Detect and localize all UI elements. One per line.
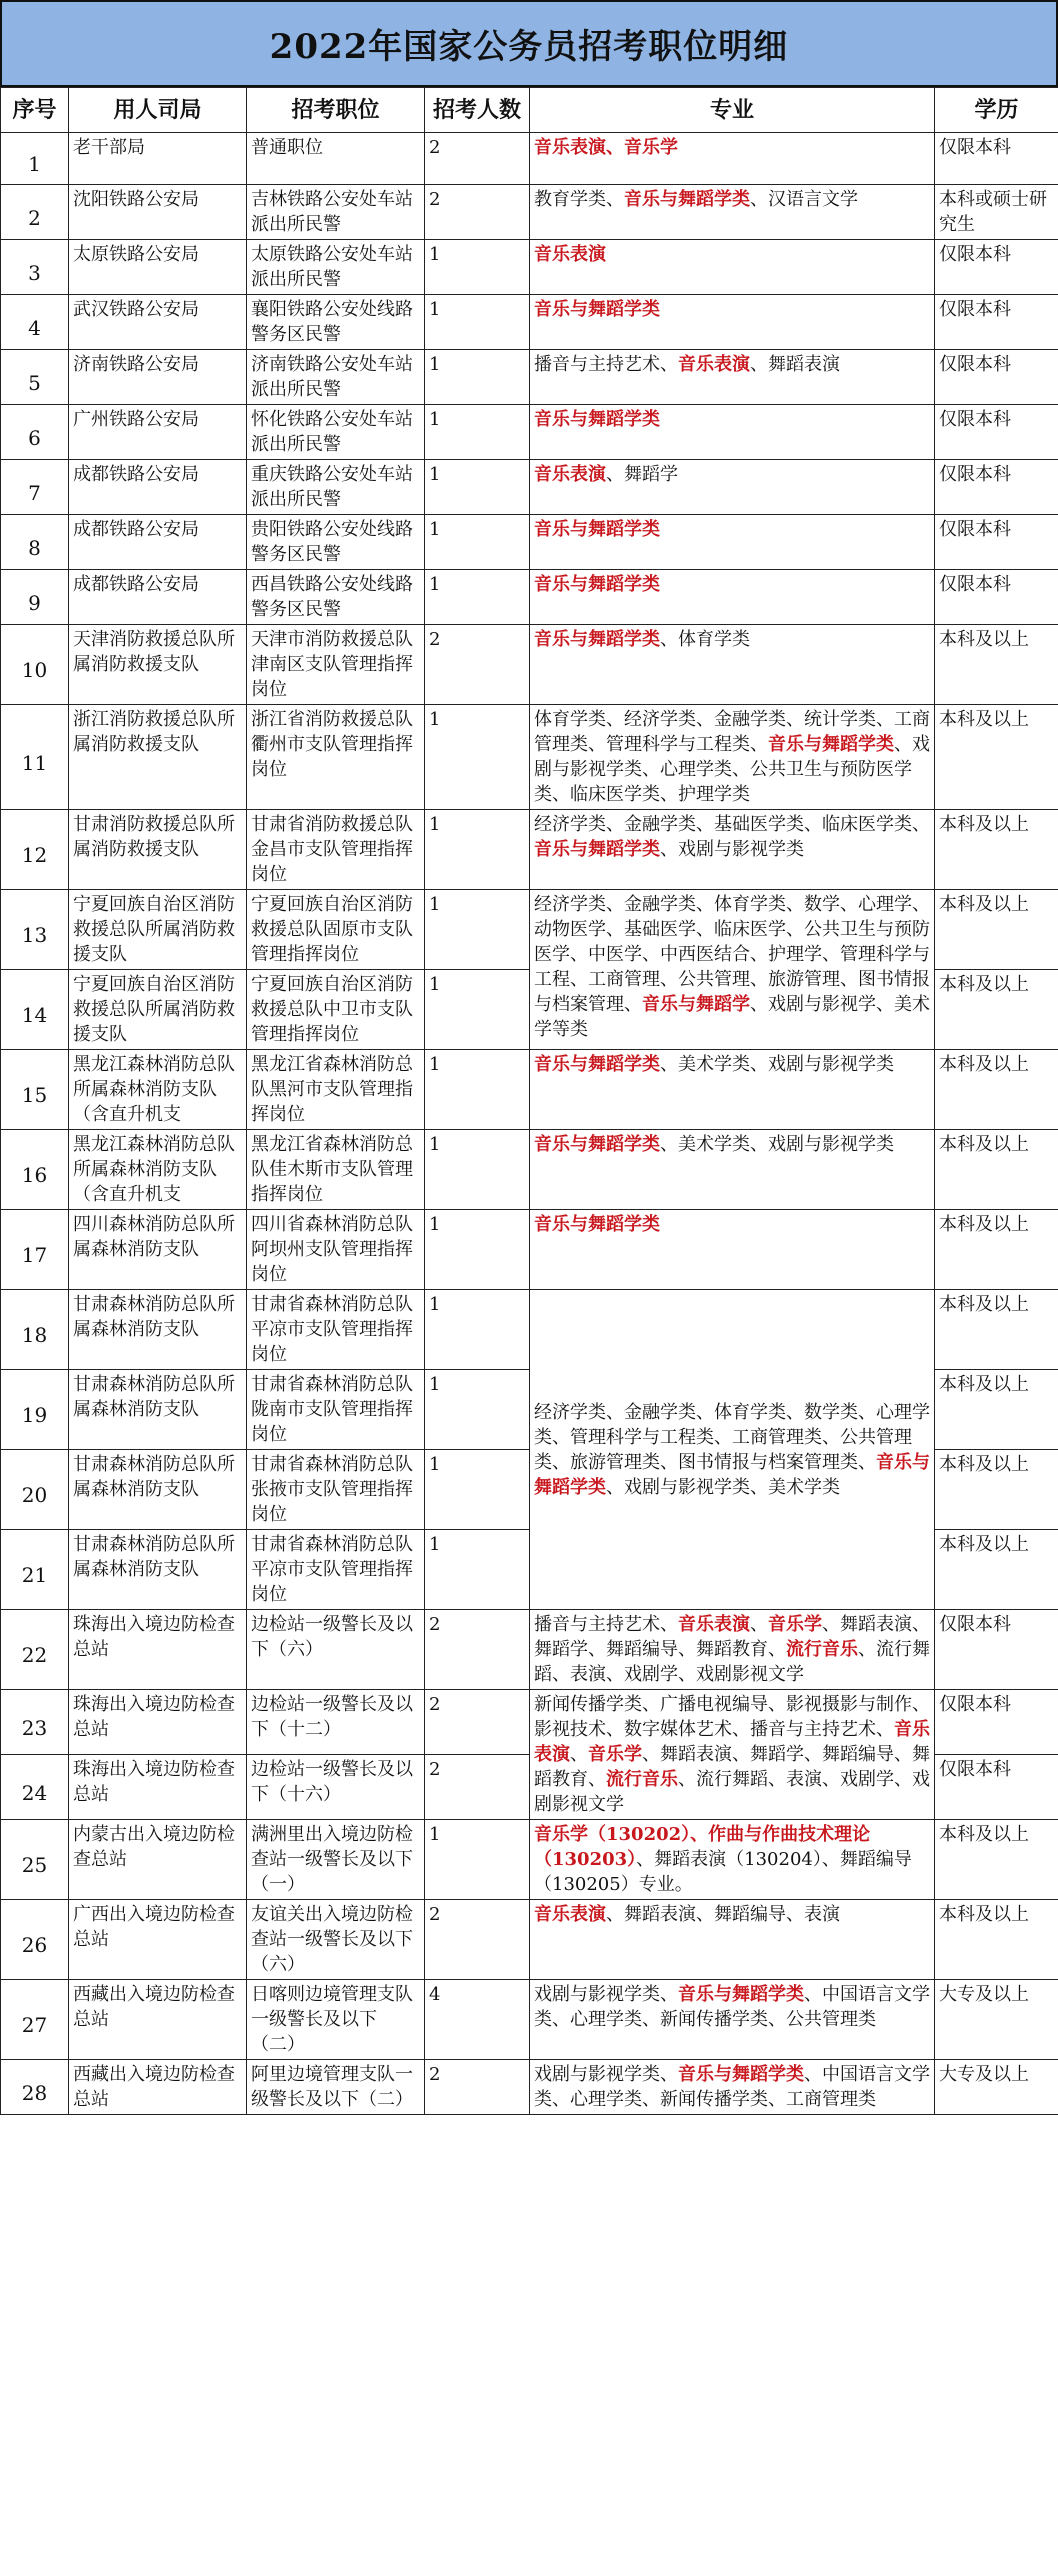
position-cell: 边检站一级警长及以下（十六）	[247, 1755, 425, 1820]
row-number: 4	[1, 295, 69, 350]
edu-cell: 大专及以上	[935, 1980, 1058, 2060]
major-segment: 经济学类、金融学类、基础医学类、临床医学类、	[534, 814, 930, 835]
position-cell: 满洲里出入境边防检查站一级警长及以下（一）	[247, 1820, 425, 1900]
major-segment: 、流行舞蹈、表演、戏剧学、戏剧影视文学	[534, 1769, 930, 1815]
row-number: 6	[1, 405, 69, 460]
count-cell: 1	[425, 1820, 530, 1900]
major-cell	[530, 1130, 935, 1210]
edu-cell: 仅限本科	[935, 240, 1058, 295]
row-number: 25	[1, 1820, 69, 1900]
table-row	[1, 405, 1058, 460]
bureau-cell: 甘肃森林消防总队所属森林消防支队	[69, 1290, 247, 1370]
header-position: 招考职位	[247, 88, 425, 133]
bureau-cell: 西藏出入境边防检查总站	[69, 1980, 247, 2060]
table-row	[1, 1690, 1058, 1755]
position-cell: 襄阳铁路公安处线路警务区民警	[247, 295, 425, 350]
count-cell: 1	[425, 460, 530, 515]
major-cell	[530, 1820, 935, 1900]
header-major: 专业	[530, 88, 935, 133]
row-number: 2	[1, 185, 69, 240]
position-cell: 宁夏回族自治区消防救援总队中卫市支队管理指挥岗位	[247, 970, 425, 1050]
major-cell	[530, 1690, 935, 1820]
row-number: 19	[1, 1370, 69, 1450]
major-segment: 、戏剧与影视学类、美术学类	[606, 1476, 840, 1498]
edu-cell: 仅限本科	[935, 1610, 1058, 1690]
row-number: 26	[1, 1900, 69, 1980]
major-segment: 、	[750, 1614, 768, 1635]
edu-cell: 仅限本科	[935, 1755, 1058, 1820]
count-cell: 2	[425, 625, 530, 705]
edu-cell: 本科及以上	[935, 1530, 1058, 1610]
count-cell: 1	[425, 295, 530, 350]
major-segment: 经济学类、金融学类、体育学类、数学类、心理学类、管理科学与工程类、工商管理类、公共管理类、旅游管理类、图书情报与档案管理类、	[534, 1401, 930, 1473]
major-cell	[530, 1980, 935, 2060]
row-number: 15	[1, 1050, 69, 1130]
major-segment: 音乐与舞蹈学类	[534, 1134, 660, 1155]
count-cell: 1	[425, 1370, 530, 1450]
edu-cell: 本科及以上	[935, 625, 1058, 705]
major-segment: 、舞蹈表演、舞蹈学、舞蹈编导、舞蹈教育、	[534, 1744, 930, 1790]
major-segment: 、舞蹈表演、舞蹈编导、表演	[606, 1904, 840, 1925]
major-segment: 流行音乐	[786, 1639, 858, 1660]
major-segment: 音乐与舞蹈学类	[534, 1214, 660, 1235]
major-segment: 音乐表演	[534, 244, 606, 265]
position-cell: 边检站一级警长及以下（六）	[247, 1610, 425, 1690]
table-row	[1, 295, 1058, 350]
major-segment: 音乐与舞蹈学类	[624, 189, 750, 210]
count-cell: 4	[425, 1980, 530, 2060]
major-segment: 音乐与舞蹈学类	[534, 839, 660, 860]
row-number: 13	[1, 890, 69, 970]
position-cell: 普通职位	[247, 133, 425, 185]
major-segment: 、美术学类、戏剧与影视学类	[660, 1054, 894, 1075]
count-cell: 1	[425, 350, 530, 405]
major-segment: 戏剧与影视学类、	[534, 1984, 678, 2005]
major-segment: 体育学类、经济学类、金融学类、统计学类、工商管理类、管理科学与工程类、	[534, 709, 930, 755]
major-segment: 播音与主持艺术、	[534, 1614, 678, 1635]
table-row	[1, 2060, 1058, 2115]
major-segment: 、	[570, 1744, 588, 1765]
bureau-cell: 珠海出入境边防检查总站	[69, 1690, 247, 1755]
row-number: 11	[1, 705, 69, 810]
count-cell: 1	[425, 970, 530, 1050]
major-segment: 经济学类、金融学类、体育学类、数学、心理学、动物医学、基础医学、临床医学、公共卫生与预防医学、中医学、中西医结合、护理学、管理科学与工程、工商管理、公共管理、旅游管理、图书情报与档案管理、	[534, 894, 930, 1015]
table-row	[1, 1050, 1058, 1130]
count-cell: 1	[425, 1130, 530, 1210]
bureau-cell: 天津消防救援总队所属消防救援支队	[69, 625, 247, 705]
major-segment: 音乐与舞蹈学类	[534, 1451, 930, 1498]
major-cell	[530, 1610, 935, 1690]
position-cell: 甘肃省森林消防总队陇南市支队管理指挥岗位	[247, 1370, 425, 1450]
count-cell: 1	[425, 1450, 530, 1530]
edu-cell: 本科及以上	[935, 1900, 1058, 1980]
table-row	[1, 515, 1058, 570]
edu-cell: 本科及以上	[935, 1050, 1058, 1130]
table-row	[1, 890, 1058, 970]
major-segment: 、美术学类、戏剧与影视学类	[660, 1134, 894, 1155]
table-row	[1, 133, 1058, 185]
bureau-cell: 成都铁路公安局	[69, 515, 247, 570]
count-cell: 2	[425, 1755, 530, 1820]
edu-cell: 本科及以上	[935, 1450, 1058, 1530]
position-cell: 宁夏回族自治区消防救援总队固原市支队管理指挥岗位	[247, 890, 425, 970]
count-cell: 1	[425, 570, 530, 625]
count-cell: 2	[425, 1690, 530, 1755]
row-number: 23	[1, 1690, 69, 1755]
row-number: 12	[1, 810, 69, 890]
position-cell: 黑龙江省森林消防总队佳木斯市支队管理指挥岗位	[247, 1130, 425, 1210]
row-number: 21	[1, 1530, 69, 1610]
row-number: 7	[1, 460, 69, 515]
bureau-cell: 甘肃森林消防总队所属森林消防支队	[69, 1370, 247, 1450]
count-cell: 1	[425, 810, 530, 890]
major-cell	[530, 1210, 935, 1290]
table-row	[1, 1290, 1058, 1370]
major-cell	[530, 1050, 935, 1130]
major-segment: 、舞蹈表演	[750, 354, 840, 375]
row-number: 16	[1, 1130, 69, 1210]
row-number: 14	[1, 970, 69, 1050]
bureau-cell: 浙江消防救援总队所属消防救援支队	[69, 705, 247, 810]
bureau-cell: 宁夏回族自治区消防救援总队所属消防救援支队	[69, 970, 247, 1050]
major-segment: 音乐与舞蹈学类	[534, 629, 660, 650]
major-segment: 戏剧与影视学类、	[534, 2064, 678, 2085]
count-cell: 1	[425, 240, 530, 295]
edu-cell: 仅限本科	[935, 570, 1058, 625]
edu-cell: 本科及以上	[935, 810, 1058, 890]
bureau-cell: 甘肃森林消防总队所属森林消防支队	[69, 1530, 247, 1610]
row-number: 3	[1, 240, 69, 295]
edu-cell: 仅限本科	[935, 405, 1058, 460]
positions-table	[0, 87, 1058, 2115]
major-segment: 音乐表演	[534, 464, 606, 485]
major-segment: 音乐表演	[534, 1904, 606, 1925]
bureau-cell: 太原铁路公安局	[69, 240, 247, 295]
table-row	[1, 1980, 1058, 2060]
header-count: 招考人数	[425, 88, 530, 133]
bureau-cell: 黑龙江森林消防总队所属森林消防支队（含直升机支	[69, 1130, 247, 1210]
bureau-cell: 黑龙江森林消防总队所属森林消防支队（含直升机支	[69, 1050, 247, 1130]
major-segment: 音乐与舞蹈学类	[678, 1984, 804, 2005]
major-cell	[530, 570, 935, 625]
position-cell: 阿里边境管理支队一级警长及以下（二）	[247, 2060, 425, 2115]
major-cell	[530, 350, 935, 405]
position-cell: 日喀则边境管理支队一级警长及以下（二）	[247, 1980, 425, 2060]
count-cell: 1	[425, 1290, 530, 1370]
major-cell	[530, 405, 935, 460]
bureau-cell: 宁夏回族自治区消防救援总队所属消防救援支队	[69, 890, 247, 970]
major-segment: 、中国语言文学类、心理学类、新闻传播学类、工商管理类	[534, 2064, 930, 2110]
position-cell: 浙江省消防救援总队衢州市支队管理指挥岗位	[247, 705, 425, 810]
table-row	[1, 1130, 1058, 1210]
major-cell	[530, 1290, 935, 1610]
header-row	[1, 88, 1058, 133]
table-row	[1, 705, 1058, 810]
major-cell	[530, 810, 935, 890]
position-cell: 友谊关出入境边防检查站一级警长及以下（六）	[247, 1900, 425, 1980]
major-segment: 、戏剧与影视学、美术学等类	[534, 994, 930, 1040]
major-segment: 音乐学	[768, 1614, 822, 1635]
row-number: 27	[1, 1980, 69, 2060]
count-cell: 2	[425, 1900, 530, 1980]
major-cell	[530, 890, 935, 1050]
major-segment: 、舞蹈学	[606, 464, 678, 485]
table-row	[1, 350, 1058, 405]
count-cell: 2	[425, 185, 530, 240]
table-row	[1, 1610, 1058, 1690]
table-row	[1, 570, 1058, 625]
bureau-cell: 济南铁路公安局	[69, 350, 247, 405]
major-segment: 、中国语言文学类、心理学类、新闻传播学类、公共管理类	[534, 1984, 930, 2030]
edu-cell: 本科及以上	[935, 890, 1058, 970]
bureau-cell: 甘肃森林消防总队所属森林消防支队	[69, 1450, 247, 1530]
bureau-cell: 老干部局	[69, 133, 247, 185]
header-edu: 学历	[935, 88, 1058, 133]
count-cell: 2	[425, 133, 530, 185]
position-cell: 怀化铁路公安处车站派出所民警	[247, 405, 425, 460]
major-segment: 音乐表演	[678, 1614, 750, 1635]
bureau-cell: 珠海出入境边防检查总站	[69, 1610, 247, 1690]
major-cell	[530, 1900, 935, 1980]
major-segment: 音乐表演	[534, 1719, 930, 1765]
major-segment: 音乐与舞蹈学类	[534, 1054, 660, 1075]
count-cell: 2	[425, 2060, 530, 2115]
major-segment: 音乐与舞蹈学类	[534, 409, 660, 430]
edu-cell: 仅限本科	[935, 295, 1058, 350]
edu-cell: 仅限本科	[935, 133, 1058, 185]
row-number: 5	[1, 350, 69, 405]
major-segment: 音乐与舞蹈学类	[534, 299, 660, 320]
bureau-cell: 广西出入境边防检查总站	[69, 1900, 247, 1980]
major-segment: 音乐与舞蹈学类	[768, 734, 894, 755]
edu-cell: 仅限本科	[935, 515, 1058, 570]
bureau-cell: 珠海出入境边防检查总站	[69, 1755, 247, 1820]
edu-cell: 本科或硕士研究生	[935, 185, 1058, 240]
position-cell: 黑龙江省森林消防总队黑河市支队管理指挥岗位	[247, 1050, 425, 1130]
major-segment: 音乐表演、音乐学	[534, 137, 678, 158]
major-segment: 音乐学	[588, 1744, 642, 1765]
position-cell: 贵阳铁路公安处线路警务区民警	[247, 515, 425, 570]
major-segment: 音乐学（130202）、作曲与作曲技术理论（130203）	[534, 1824, 871, 1870]
position-cell: 济南铁路公安处车站派出所民警	[247, 350, 425, 405]
edu-cell: 仅限本科	[935, 350, 1058, 405]
bureau-cell: 成都铁路公安局	[69, 460, 247, 515]
bureau-cell: 武汉铁路公安局	[69, 295, 247, 350]
table-row	[1, 1210, 1058, 1290]
row-number: 9	[1, 570, 69, 625]
row-number: 24	[1, 1755, 69, 1820]
position-cell: 天津市消防救援总队津南区支队管理指挥岗位	[247, 625, 425, 705]
count-cell: 1	[425, 890, 530, 970]
count-cell: 2	[425, 1610, 530, 1690]
major-cell	[530, 185, 935, 240]
table-row	[1, 460, 1058, 515]
major-cell	[530, 295, 935, 350]
position-cell: 甘肃省森林消防总队平凉市支队管理指挥岗位	[247, 1530, 425, 1610]
edu-cell: 仅限本科	[935, 460, 1058, 515]
major-segment: 、汉语言文学	[750, 189, 858, 210]
bureau-cell: 广州铁路公安局	[69, 405, 247, 460]
major-segment: 、舞蹈表演、舞蹈学、舞蹈编导、舞蹈教育、	[534, 1614, 930, 1660]
bureau-cell: 甘肃消防救援总队所属消防救援支队	[69, 810, 247, 890]
count-cell: 1	[425, 405, 530, 460]
position-cell: 边检站一级警长及以下（十二）	[247, 1690, 425, 1755]
table-row	[1, 240, 1058, 295]
count-cell: 1	[425, 515, 530, 570]
position-cell: 西昌铁路公安处线路警务区民警	[247, 570, 425, 625]
table-row	[1, 810, 1058, 890]
major-segment: 音乐与舞蹈学	[642, 994, 750, 1015]
table-row	[1, 1820, 1058, 1900]
position-cell: 甘肃省森林消防总队张掖市支队管理指挥岗位	[247, 1450, 425, 1530]
major-segment: 音乐与舞蹈学类	[678, 2064, 804, 2085]
header-no: 序号	[1, 88, 69, 133]
major-segment: 播音与主持艺术、	[534, 354, 678, 375]
position-cell: 甘肃省森林消防总队平凉市支队管理指挥岗位	[247, 1290, 425, 1370]
major-cell	[530, 625, 935, 705]
row-number: 10	[1, 625, 69, 705]
row-number: 1	[1, 133, 69, 185]
count-cell: 1	[425, 705, 530, 810]
major-segment: 教育学类、	[534, 189, 624, 210]
edu-cell: 本科及以上	[935, 1290, 1058, 1370]
major-segment: 新闻传播学类、广播电视编导、影视摄影与制作、影视技术、数字媒体艺术、播音与主持艺术、	[534, 1694, 930, 1740]
bureau-cell: 内蒙古出入境边防检查总站	[69, 1820, 247, 1900]
row-number: 17	[1, 1210, 69, 1290]
major-segment: 音乐与舞蹈学类	[534, 574, 660, 595]
position-cell: 太原铁路公安处车站派出所民警	[247, 240, 425, 295]
row-number: 20	[1, 1450, 69, 1530]
position-cell: 重庆铁路公安处车站派出所民警	[247, 460, 425, 515]
position-cell: 吉林铁路公安处车站派出所民警	[247, 185, 425, 240]
bureau-cell: 四川森林消防总队所属森林消防支队	[69, 1210, 247, 1290]
major-segment: 音乐与舞蹈学类	[534, 519, 660, 540]
edu-cell: 本科及以上	[935, 705, 1058, 810]
major-segment: 、舞蹈表演（130204）、舞蹈编导（130205）专业。	[534, 1849, 912, 1895]
count-cell: 1	[425, 1530, 530, 1610]
position-cell: 甘肃省消防救援总队金昌市支队管理指挥岗位	[247, 810, 425, 890]
edu-cell: 仅限本科	[935, 1690, 1058, 1755]
major-cell	[530, 133, 935, 185]
table-row	[1, 625, 1058, 705]
major-segment: 、戏剧与影视学类	[660, 839, 804, 860]
edu-cell: 本科及以上	[935, 1370, 1058, 1450]
edu-cell: 本科及以上	[935, 1210, 1058, 1290]
row-number: 18	[1, 1290, 69, 1370]
major-segment: 流行音乐	[606, 1769, 678, 1790]
page-title: 2022年国家公务员招考职位明细	[0, 0, 1058, 87]
major-cell	[530, 705, 935, 810]
count-cell: 1	[425, 1050, 530, 1130]
major-cell	[530, 515, 935, 570]
bureau-cell: 成都铁路公安局	[69, 570, 247, 625]
major-cell	[530, 2060, 935, 2115]
bureau-cell: 西藏出入境边防检查总站	[69, 2060, 247, 2115]
edu-cell: 本科及以上	[935, 1820, 1058, 1900]
edu-cell: 大专及以上	[935, 2060, 1058, 2115]
count-cell: 1	[425, 1210, 530, 1290]
header-bureau: 用人司局	[69, 88, 247, 133]
major-segment: 、体育学类	[660, 629, 750, 650]
table-row	[1, 1900, 1058, 1980]
major-cell	[530, 460, 935, 515]
row-number: 22	[1, 1610, 69, 1690]
major-cell	[530, 240, 935, 295]
edu-cell: 本科及以上	[935, 970, 1058, 1050]
row-number: 28	[1, 2060, 69, 2115]
major-segment: 、戏剧与影视学类、心理学类、公共卫生与预防医学类、临床医学类、护理学类	[534, 734, 930, 805]
major-segment: 、流行舞蹈、表演、戏剧学、戏剧影视文学	[534, 1639, 930, 1685]
table-row	[1, 185, 1058, 240]
bureau-cell: 沈阳铁路公安局	[69, 185, 247, 240]
major-segment: 音乐表演	[678, 354, 750, 375]
row-number: 8	[1, 515, 69, 570]
position-cell: 四川省森林消防总队阿坝州支队管理指挥岗位	[247, 1210, 425, 1290]
edu-cell: 本科及以上	[935, 1130, 1058, 1210]
